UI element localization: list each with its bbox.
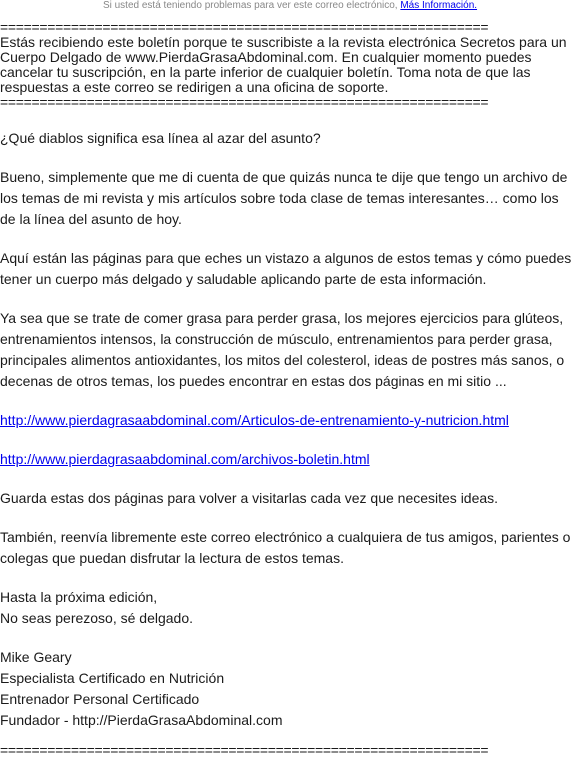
closing-line-2: No seas perezoso, sé delgado.: [0, 610, 194, 626]
view-problem-text: Si usted está teniendo problemas para ver este correo electrónico,: [102, 0, 398, 11]
view-problem-notice: [0, 0, 580, 12]
separator-top: ==============================================================: [0, 22, 489, 33]
subscription-notice: Estás recibiendo este boletín porque te suscribiste a la revista electrónica Secretos para un Cuerpo Delgado de www.PierdaGrasaAbdominal.com. En cualquier momento puedes cancelar tu suscripción, en la parte inferior de cualquier boletín. Toma nota de que las respuestas a este correo se redirigen a una oficina de soporte.: [0, 34, 567, 95]
subject-question: ¿Qué diablos significa esa línea al azar del asunto?: [0, 130, 321, 146]
signature: [0, 647, 574, 731]
archive-link-paragraph: [0, 449, 574, 470]
separator-bottom: ==============================================================: [0, 745, 489, 756]
paragraph-save-pages: Guarda estas dos páginas para volver a visitarlas cada vez que necesites ideas.: [0, 490, 499, 506]
signature-title-founder: Fundador - http://PierdaGrasaAbdominal.com: [0, 712, 283, 728]
paragraph-pages: Aquí están las páginas para que eches un vistazo a algunos de estos temas y cómo puedes tener un cuerpo más delgado y saludable aplicando parte de esta información.: [0, 250, 572, 287]
articles-link[interactable]: http://www.pierdagrasaabdominal.com/Articulos-de-entrenamiento-y-nutricion.html: [0, 412, 509, 428]
more-info-link[interactable]: Más Información.: [400, 0, 478, 11]
signature-title-trainer: Entrenador Personal Certificado: [0, 691, 200, 707]
email-body: [0, 128, 574, 749]
signature-title-nutrition: Especialista Certificado en Nutrición: [0, 670, 225, 686]
paragraph-topics: Ya sea que se trate de comer grasa para perder grasa, los mejores ejercicios para glúteos, entrenamientos intensos, la construcción de músculo, entrenamientos para perder grasa, principales alimentos antioxidantes, los mitos del colesterol, ideas de postres más sanos, o decenas de otros temas, los puedes encontrar en estas dos páginas en mi sitio ...: [0, 310, 565, 389]
newsletter-archive-link[interactable]: http://www.pierdagrasaabdominal.com/archivos-boletin.html: [0, 451, 370, 467]
separator-middle: ==============================================================: [0, 97, 489, 108]
separator-bottom-block: [0, 745, 580, 756]
paragraph-forward: También, reenvía libremente este correo electrónico a cualquiera de tus amigos, parientes o colegas que puedan disfrutar la lectura de estos temas.: [0, 529, 571, 566]
closing-line-1: Hasta la próxima edición,: [0, 589, 158, 605]
signature-name: Mike Geary: [0, 649, 72, 665]
subscription-notice-block: [0, 22, 580, 108]
paragraph-archive: Bueno, simplemente que me di cuenta de que quizás nunca te dije que tengo un archivo de los temas de mi revista y mis artículos sobre toda clase de temas interesantes… como los de la línea del asunto de hoy.: [0, 169, 568, 227]
closing: [0, 587, 574, 629]
articles-link-paragraph: [0, 410, 574, 431]
